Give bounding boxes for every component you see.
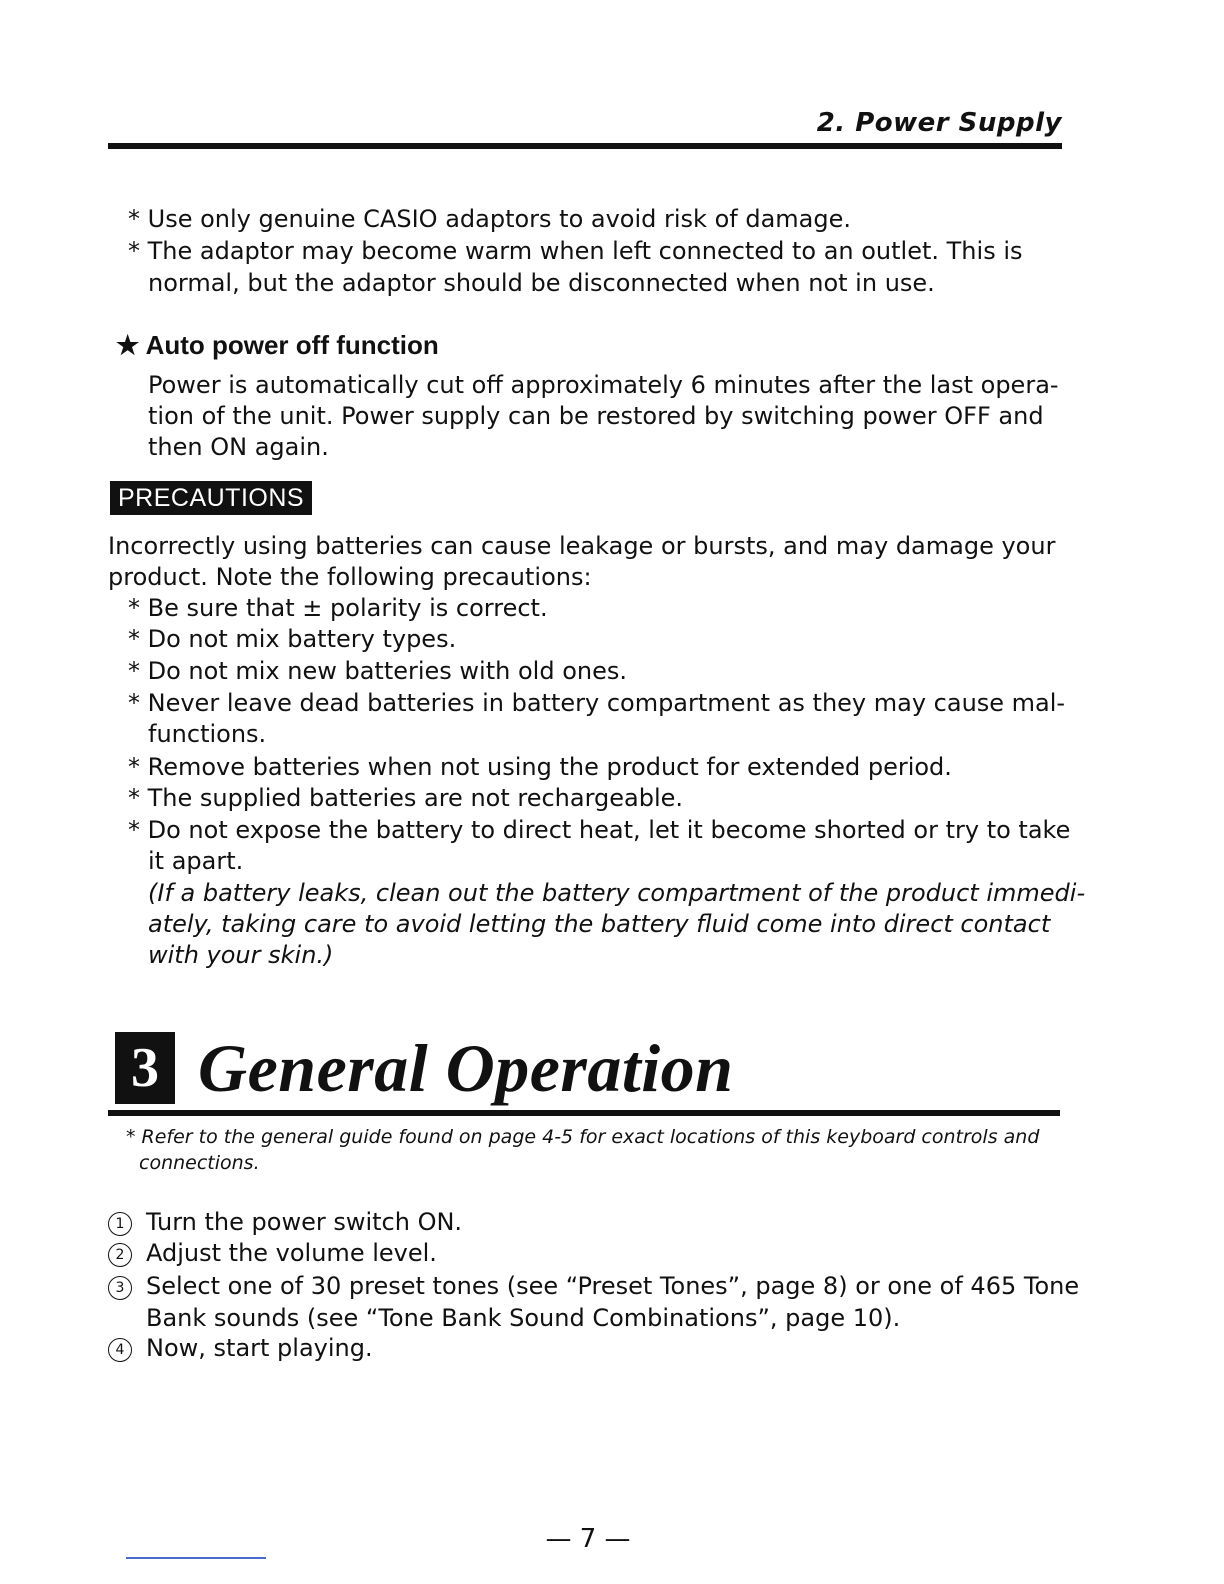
adaptor-note-continued: normal, but the adaptor should be disconnected when not in use. <box>148 269 935 297</box>
step-text-continued: Bank sounds (see “Tone Bank Sound Combinations”, page 10). <box>146 1304 901 1332</box>
precautions-badge: PRECAUTIONS <box>110 481 312 515</box>
step-number: 2 <box>108 1243 132 1267</box>
precaution-item: * Never leave dead batteries in battery compartment as they may cause mal- <box>128 689 1066 717</box>
step-number: 4 <box>108 1338 132 1362</box>
precautions-intro: Incorrectly using batteries can cause leakage or bursts, and may damage your <box>108 532 1056 560</box>
section-note-continued: connections. <box>139 1152 260 1174</box>
precaution-item: * Do not mix new batteries with old ones. <box>128 657 627 685</box>
precaution-item: * Remove batteries when not using the product for extended period. <box>128 753 952 781</box>
auto-power-heading: ★ Auto power off function <box>116 330 439 360</box>
auto-power-text: then ON again. <box>148 433 329 461</box>
header-rule <box>108 143 1062 149</box>
section-rule <box>108 1110 1060 1116</box>
battery-leak-note: ately, taking care to avoid letting the battery fluid come into direct contact <box>148 910 1051 938</box>
step-number: 1 <box>108 1212 132 1236</box>
precaution-item-continued: it apart. <box>148 847 244 875</box>
scan-edge-mark <box>126 1557 266 1559</box>
precaution-item: * Do not expose the battery to direct heat, let it become shorted or try to take <box>128 816 1071 844</box>
step-text: Adjust the volume level. <box>146 1239 437 1267</box>
page-number: — 7 — <box>545 1524 631 1554</box>
section-note: * Refer to the general guide found on page 4-5 for exact locations of this keyboard controls and <box>126 1126 1040 1148</box>
running-header: 2. Power Supply <box>816 108 1062 138</box>
precautions-intro: product. Note the following precautions: <box>108 563 592 591</box>
adaptor-note: * The adaptor may become warm when left connected to an outlet. This is <box>128 237 1023 265</box>
precaution-item: * Be sure that ± polarity is correct. <box>128 594 548 622</box>
precaution-item-continued: functions. <box>148 720 267 748</box>
step-number: 3 <box>108 1276 132 1300</box>
battery-leak-note: (If a battery leaks, clean out the battery compartment of the product immedi- <box>148 879 1086 907</box>
precaution-item: * Do not mix battery types. <box>128 625 457 653</box>
adaptor-note: * Use only genuine CASIO adaptors to avoid risk of damage. <box>128 205 851 233</box>
section-number-badge: 3 <box>115 1032 175 1104</box>
step-text: Turn the power switch ON. <box>146 1208 463 1236</box>
auto-power-text: Power is automatically cut off approximately 6 minutes after the last opera- <box>148 371 1059 399</box>
auto-power-text: tion of the unit. Power supply can be restored by switching power OFF and <box>148 402 1044 430</box>
battery-leak-note: with your skin.) <box>148 941 334 969</box>
precaution-item: * The supplied batteries are not rechargeable. <box>128 784 684 812</box>
step-text: Now, start playing. <box>146 1334 373 1362</box>
step-text: Select one of 30 preset tones (see “Preset Tones”, page 8) or one of 465 Tone <box>146 1272 1080 1300</box>
section-title: General Operation <box>198 1030 734 1106</box>
